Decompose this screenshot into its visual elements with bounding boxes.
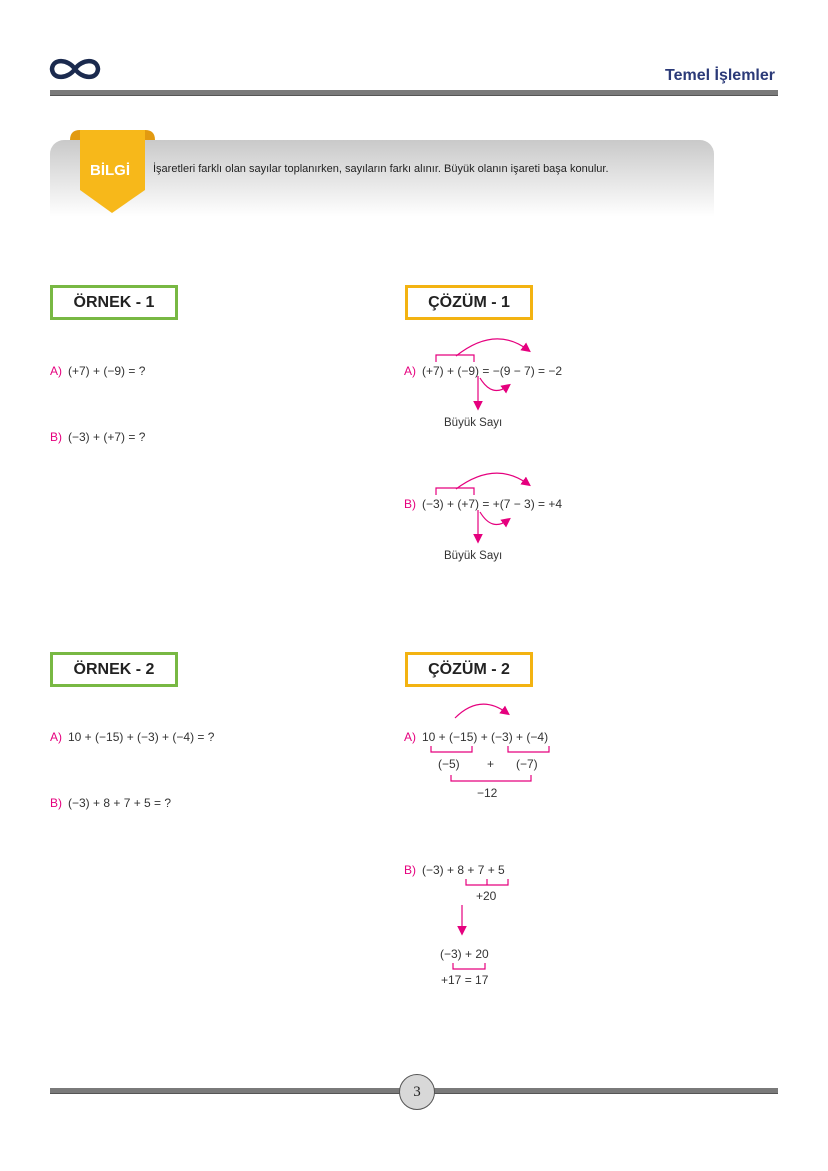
solution-2-a-step-left: (−5): [438, 757, 460, 771]
page-number: 3: [399, 1074, 435, 1110]
solution-1-b: B) (−3) + (+7) = +(7 − 3) = +4: [404, 497, 563, 511]
solution-1-a: A) (+7) + (−9) = −(9 − 7) = −2: [404, 364, 563, 378]
page-title: Temel İşlemler: [665, 67, 775, 84]
solution-1-b-note: Büyük Sayı: [444, 550, 503, 562]
solution-2-title: ÇÖZÜM - 2: [405, 652, 533, 687]
solution-1-a-note: Büyük Sayı: [444, 417, 503, 429]
solution-2-b: B) (−3) + 8 + 7 + 5: [404, 863, 505, 877]
example-1-b: B) (−3) + (+7) = ?: [50, 430, 146, 444]
example-2-a: A) 10 + (−15) + (−3) + (−4) = ?: [50, 730, 215, 744]
solution-2-a-step-op: +: [487, 757, 495, 771]
example-2-b: B) (−3) + 8 + 7 + 5 = ?: [50, 796, 172, 810]
example-1-title: ÖRNEK - 1: [50, 285, 178, 320]
solution-2-a-result: −12: [477, 786, 498, 800]
info-text: İşaretleri farklı olan sayılar toplanırken, sayıların farkı alınır. Büyük olanın işareti başa konulur.: [153, 163, 609, 175]
example-1-a: A) (+7) + (−9) = ?: [50, 364, 146, 378]
example-2-title: ÖRNEK - 2: [50, 652, 178, 687]
solution-2-b-partial: +20: [476, 889, 497, 903]
solution-1-title: ÇÖZÜM - 1: [405, 285, 533, 320]
info-label: BİLGİ: [90, 162, 130, 179]
solution-2-b-step: (−3) + 20: [440, 947, 489, 961]
solution-2-b-result: +17 = 17: [441, 973, 489, 987]
solution-2-a: A) 10 + (−15) + (−3) + (−4): [404, 730, 549, 744]
solution-2-a-step-right: (−7): [516, 757, 538, 771]
